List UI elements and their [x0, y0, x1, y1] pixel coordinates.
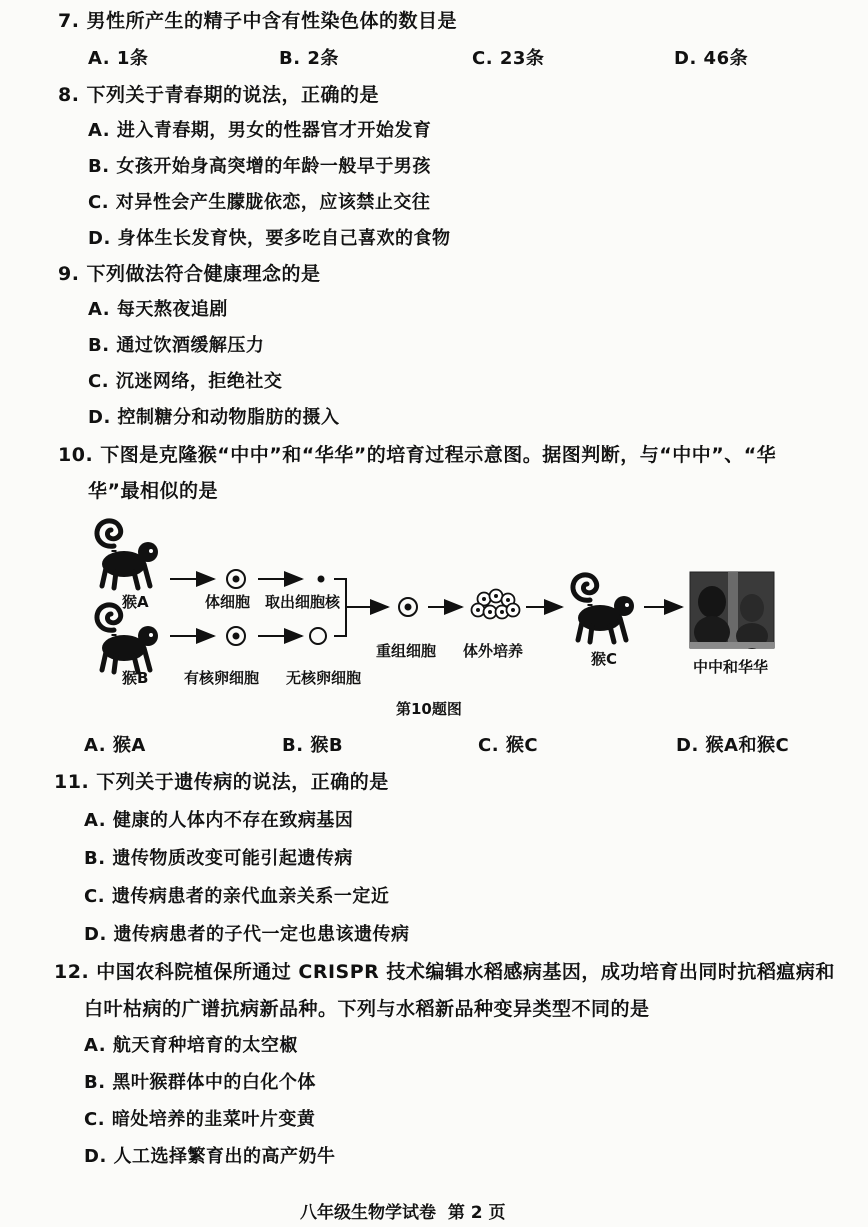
- monkey-b-icon: [97, 605, 158, 672]
- body-cell-icon: [227, 570, 245, 588]
- page-footer: 八年级生物学试卷 第 2 页: [300, 1203, 506, 1223]
- q7-option-d: D. 46条: [674, 48, 749, 69]
- q12-option-a: A. 航天育种培育的太空椒: [84, 1035, 298, 1056]
- label-enucleated-egg: 无核卵细胞: [286, 669, 362, 687]
- nucleated-egg-icon: [227, 627, 245, 645]
- label-monkey-c: 猴C: [591, 650, 618, 668]
- q12-stem-line2: 白叶枯病的广谱抗病新品种。下列与水稻新品种变异类型不同的是: [84, 998, 650, 1020]
- q9-option-d: D. 控制糖分和动物脂肪的摄入: [88, 407, 340, 428]
- q11-option-b: B. 遗传物质改变可能引起遗传病: [84, 848, 353, 869]
- q10-figure-caption: 第10题图: [396, 700, 462, 718]
- label-nucleated-egg: 有核卵细胞: [184, 669, 260, 687]
- q11-option-d: D. 遗传病患者的子代一定也患该遗传病: [84, 924, 410, 945]
- embryo-cluster-icon: [472, 590, 520, 619]
- label-extract-nucleus: 取出细胞核: [265, 593, 341, 611]
- label-monkey-a: 猴A: [122, 593, 149, 611]
- q10-option-d: D. 猴A和猴C: [676, 735, 790, 756]
- q9-stem: 9. 下列做法符合健康理念的是: [58, 263, 321, 285]
- label-monkey-b: 猴B: [122, 669, 149, 687]
- label-body-cell: 体细胞: [205, 593, 251, 611]
- monkey-c-icon: [573, 575, 634, 642]
- q11-stem: 11. 下列关于遗传病的说法，正确的是: [54, 771, 389, 793]
- q12-stem-line1: 12. 中国农科院植保所通过 CRISPR 技术编辑水稻感病基因，成功培育出同时抗稻瘟病和: [54, 961, 835, 983]
- q7-option-c: C. 23条: [472, 48, 545, 69]
- q11-option-a: A. 健康的人体内不存在致病基因: [84, 810, 354, 831]
- label-in-vitro-culture: 体外培养: [463, 642, 524, 660]
- q10-stem-line2: 华”最相似的是: [88, 480, 218, 502]
- q7-option-b: B. 2条: [279, 48, 339, 69]
- q8-option-a: A. 进入青春期，男女的性器官才开始发育: [88, 120, 432, 141]
- recombined-cell-icon: [399, 598, 417, 616]
- q8-option-d: D. 身体生长发育快，要多吃自己喜欢的食物: [88, 228, 451, 249]
- q8-option-c: C. 对异性会产生朦胧依恋，应该禁止交往: [88, 192, 431, 213]
- monkey-a-icon: [97, 521, 158, 588]
- label-recombined-cell: 重组细胞: [376, 642, 437, 660]
- label-result: 中中和华华: [693, 658, 769, 676]
- q12-option-b: B. 黑叶猴群体中的白化个体: [84, 1072, 316, 1093]
- q10-option-b: B. 猴B: [282, 735, 344, 756]
- cloned-monkeys-photo: [690, 572, 774, 649]
- q8-stem: 8. 下列关于青春期的说法，正确的是: [58, 84, 380, 106]
- nucleus-icon: [318, 576, 325, 583]
- q10-stem-line1: 10. 下图是克隆猴“中中”和“华华”的培育过程示意图。据图判断，与“中中”、“华: [58, 444, 777, 466]
- q12-option-c: C. 暗处培养的韭菜叶片变黄: [84, 1109, 316, 1130]
- q10-option-a: A. 猴A: [84, 735, 146, 756]
- q7-option-a: A. 1条: [88, 48, 149, 69]
- q7-stem: 7. 男性所产生的精子中含有性染色体的数目是: [58, 10, 458, 32]
- q12-option-d: D. 人工选择繁育出的高产奶牛: [84, 1146, 336, 1167]
- q10-option-c: C. 猴C: [478, 735, 539, 756]
- q9-option-a: A. 每天熬夜追剧: [88, 299, 228, 320]
- q9-option-c: C. 沉迷网络，拒绝社交: [88, 371, 283, 392]
- q9-option-b: B. 通过饮酒缓解压力: [88, 335, 265, 356]
- enucleated-egg-icon: [310, 628, 326, 644]
- q8-option-b: B. 女孩开始身高突增的年龄一般早于男孩: [88, 156, 431, 177]
- q11-option-c: C. 遗传病患者的亲代血亲关系一定近: [84, 886, 390, 907]
